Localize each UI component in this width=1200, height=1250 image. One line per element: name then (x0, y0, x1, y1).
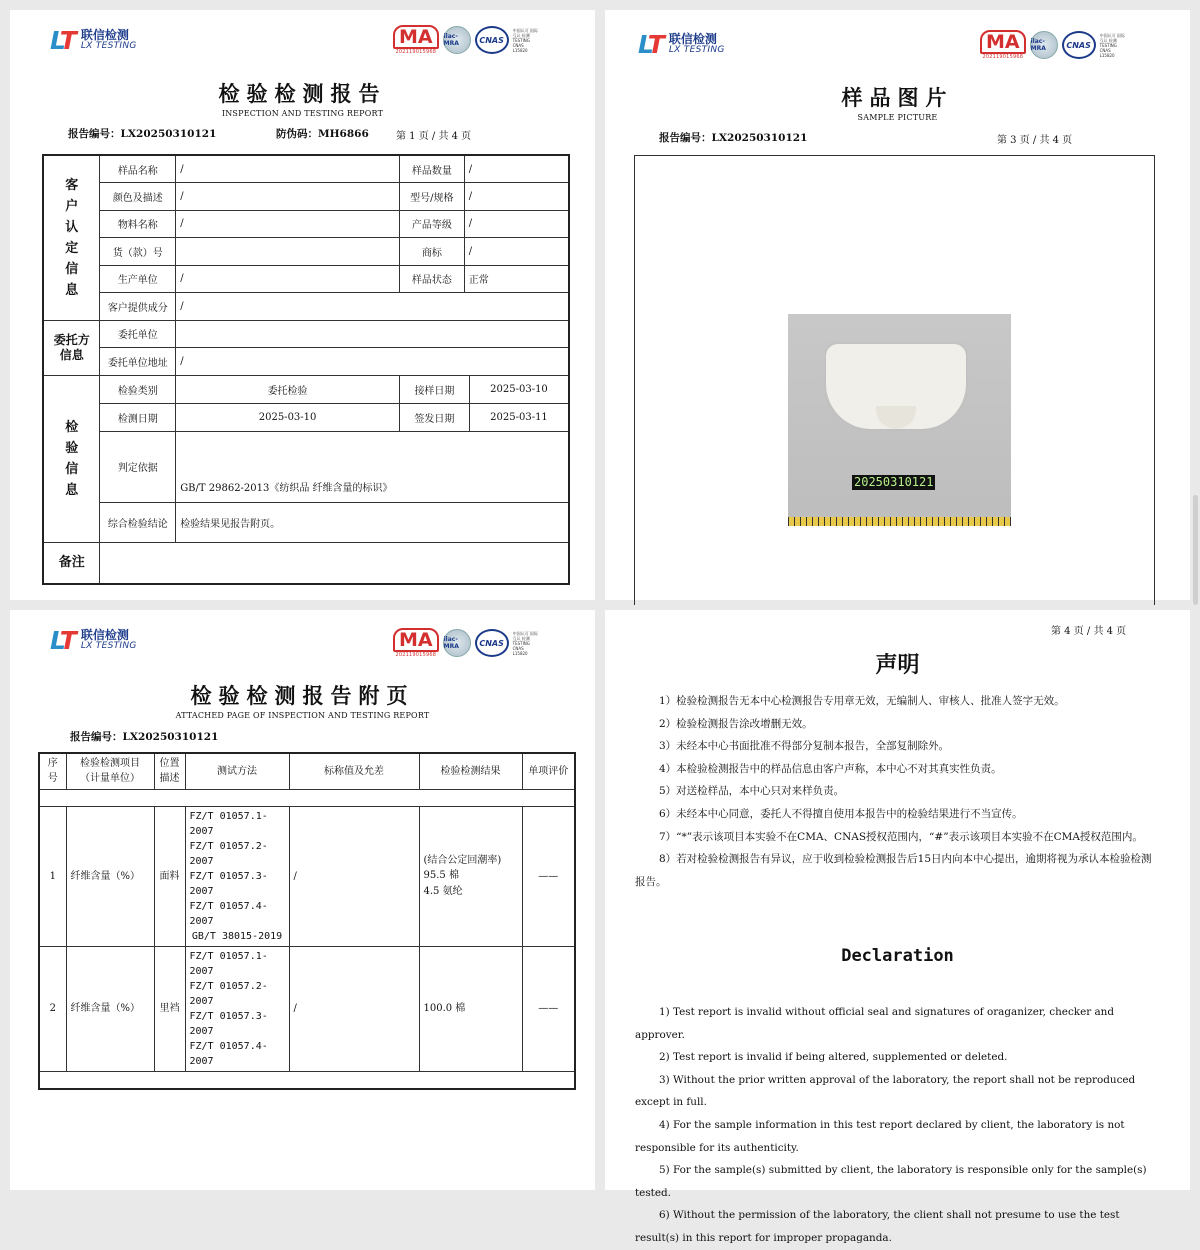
remark-value (100, 542, 569, 584)
table-row (43, 293, 569, 321)
title-en: ATTACHED PAGE OF INSPECTION AND TESTING REPORT (175, 711, 430, 720)
table-row (43, 542, 569, 584)
entrust-group-label: 委托方信息 (43, 320, 100, 375)
report-info-table (42, 154, 570, 585)
value-cell: / (464, 210, 569, 238)
value-cell: / (176, 293, 569, 321)
table-row (43, 502, 569, 542)
declaration-title-en: Declaration (841, 946, 954, 966)
report-page-4 (605, 610, 1190, 1244)
list-item: 3）未经本中心书面批准不得部分复制本报告，全部复制除外。 (659, 740, 950, 753)
title-cn: 检验检测报告 (218, 81, 387, 106)
ilac-logo-icon: ilac-MRA (443, 629, 471, 657)
label-cell: 型号/规格 (399, 183, 464, 211)
header-cell: 标称值及允差 (289, 753, 419, 789)
test-item: 纤维含量（%） (66, 946, 154, 1071)
table-row (43, 348, 569, 376)
label-cell: 商标 (399, 238, 464, 266)
evaluation: —— (522, 806, 575, 946)
table-row (43, 403, 569, 431)
list-item: 4) For the sample information in this test report declared by client, the laboratory is not responsible for its authenticity. (635, 1118, 1125, 1154)
list-item: 6）未经本中心同意，委托人不得擅自使用本报告中的检验结果进行不当宣传。 (659, 807, 1023, 820)
label-cell: 颜色及描述 (100, 183, 176, 211)
receive-date-cell: 接样日期 2025-03-10 (399, 375, 569, 403)
brand-name-cn: 联信检测 (80, 628, 129, 643)
label-cell: 综合检验结论 (100, 502, 176, 542)
page-info: 第 1 页 / 共 4 页 (396, 131, 472, 142)
list-item: 3) Without the prior written approval of the laboratory, the report shall not be reproduced except in full. (635, 1073, 1136, 1109)
client-group-label: 客户认定信息 (43, 155, 100, 320)
brand-mark-icon: LT (50, 626, 75, 655)
label-cell: 样品数量 (399, 155, 464, 183)
table-row (43, 210, 569, 238)
test-item: 纤维含量（%） (66, 806, 154, 946)
page-info: 第 4 页 / 共 4 页 (1051, 626, 1127, 637)
brand-logo (50, 28, 137, 53)
value-cell: / (176, 348, 569, 376)
table-row (39, 806, 575, 946)
brand-mark-icon: LT (50, 26, 75, 55)
brand-name-en: LX TESTING (80, 41, 137, 52)
label-cell: 委托单位 (100, 320, 176, 348)
test-methods: FZ/T 01057.1-2007 FZ/T 01057.2-2007 FZ/T 01057.3-2007 FZ/T 01057.4-2007 (185, 946, 289, 1071)
cnas-logo-icon: CNAS (475, 26, 509, 54)
table-row (43, 375, 569, 403)
test-result: (结合公定回潮率) 95.5 棉 4.5 氨纶 (419, 806, 522, 946)
report-number: 报告编号：LX20250310121 (70, 731, 219, 743)
label-cell: 检验类别 (100, 375, 176, 403)
value-cell: / (464, 238, 569, 266)
remark-label: 备注 (43, 542, 100, 584)
table-row (43, 320, 569, 348)
report-number: 报告编号：LX20250310121 (68, 128, 217, 140)
header-cell: 检验检测项目（计量单位） (66, 753, 154, 789)
title-en: INSPECTION AND TESTING REPORT (221, 109, 384, 118)
label-cell: 检测日期 (100, 403, 176, 431)
value-cell: 2025-03-10 (176, 403, 400, 431)
list-item: 7）“*”表示该项目本实验不在CMA、CNAS授权范围内，“#”表示该项目本实验不在CMA授权范围内。 (659, 830, 1143, 843)
spacer-row (39, 789, 575, 806)
report-page-1 (10, 10, 595, 600)
label-cell: 样品名称 (100, 155, 176, 183)
value-cell (176, 320, 569, 348)
value-cell: / (464, 183, 569, 211)
label-cell: 生产单位 (100, 265, 176, 293)
label-cell: 委托单位地址 (100, 348, 176, 376)
brand-logo (638, 32, 725, 57)
value-cell: / (464, 155, 569, 183)
list-item: 1）检验检测报告无本中心检测报告专用章无效，无编制人、审核人、批准人签字无效。 (659, 695, 1065, 707)
test-methods: FZ/T 01057.1-2007 FZ/T 01057.2-2007 FZ/T 01057.3-2007 FZ/T 01057.4-2007 GB/T 38015-2019 (185, 806, 289, 946)
row-number: 1 (39, 806, 66, 946)
results-table (38, 752, 576, 1090)
nominal-value: / (289, 806, 419, 946)
table-row (43, 155, 569, 183)
cert-logos (393, 628, 539, 658)
value-cell: / (176, 155, 400, 183)
brand-logo (50, 628, 137, 653)
list-item: 4）本检验检测报告中的样品信息由客户声称，本中心不对其真实性负责。 (659, 762, 1002, 775)
sample-tag: 20250310121 (854, 475, 934, 489)
cma-logo-icon: MA 202119015968 (393, 628, 439, 658)
label-cell: 货（款）号 (100, 238, 176, 266)
value-cell: / (176, 183, 400, 211)
table-row (43, 238, 569, 266)
title-cn: 样品图片 (841, 85, 954, 110)
value-cell (176, 238, 400, 266)
declaration-list-en (635, 1001, 1155, 1250)
title-cn: 检验检测报告附页 (190, 683, 415, 708)
sample-photo (788, 314, 1011, 526)
cnas-note: 中国认可 国际互认 检测 TESTING CNAS L15820 (512, 630, 538, 656)
value-cell: 委托检验 (176, 375, 400, 403)
value-cell: GB/T 29862-2013《纺织品 纤维含量的标识》 (176, 431, 569, 502)
issue-date-cell: 签发日期 2025-03-11 (399, 403, 569, 431)
label-cell: 样品状态 (399, 265, 464, 293)
brand-name-en: LX TESTING (80, 641, 137, 652)
header-cell: 位置描述 (154, 753, 185, 789)
brand-name-cn: 联信检测 (668, 32, 717, 47)
title-en: SAMPLE PICTURE (857, 113, 938, 122)
anti-fake-code: 防伪码：MH6866 (276, 128, 369, 140)
garment-image (826, 344, 966, 429)
page-title (10, 680, 595, 720)
report-number: 报告编号：LX20250310121 (659, 132, 808, 144)
value-cell: / (176, 210, 400, 238)
cert-logos (393, 25, 539, 55)
brand-mark-icon: LT (638, 30, 663, 59)
table-row (43, 431, 569, 502)
header-cell: 测试方法 (185, 753, 289, 789)
value-cell: / (176, 265, 400, 293)
table-row (43, 183, 569, 211)
value-cell: 正常 (464, 265, 569, 293)
list-item: 6) Without the permission of the laboratory, the client shall not presume to use the test result(s) in this report for improper propaganda. (635, 1209, 1120, 1244)
report-page-3 (605, 10, 1190, 600)
page-title (10, 78, 595, 118)
ruler-image (788, 517, 1011, 526)
cma-logo-icon: MA 202119015968 (980, 30, 1026, 60)
brand-name-en: LX TESTING (668, 45, 725, 56)
spacer-row (39, 1071, 575, 1089)
position: 里裆 (154, 946, 185, 1071)
cnas-note: 中国认可 国际互认 检测 TESTING CNAS L15820 (512, 27, 538, 53)
list-item: 2) Test report is invalid if being altered, supplemented or deleted. (659, 1051, 1008, 1064)
page-title (605, 82, 1190, 122)
evaluation: —— (522, 946, 575, 1071)
brand-name-cn: 联信检测 (80, 28, 129, 43)
declaration-title-cn: 声明 (875, 652, 920, 678)
header-cell: 单项评价 (522, 753, 575, 789)
declaration-list-cn (635, 690, 1155, 893)
report-page-2 (10, 610, 595, 1190)
nominal-value: / (289, 946, 419, 1071)
list-item: 5）对送检样品，本中心只对来样负责。 (659, 785, 845, 798)
label-cell: 产品等级 (399, 210, 464, 238)
list-item: 2）检验检测报告涂改增删无效。 (659, 717, 813, 730)
header-cell: 检验检测结果 (419, 753, 522, 789)
list-item: 1) Test report is invalid without official seal and signatures of oraganizer, checker and approver. (635, 1006, 1115, 1041)
cnas-logo-icon: CNAS (475, 629, 509, 657)
cert-logos (980, 30, 1126, 60)
label-cell: 判定依据 (100, 431, 176, 502)
test-result: 100.0 棉 (419, 946, 522, 1071)
row-number: 2 (39, 946, 66, 1071)
label-cell: 客户提供成分 (100, 293, 176, 321)
value-cell: 检验结果见报告附页。 (176, 502, 569, 542)
list-item: 8）若对检验检测报告有异议，应于收到检验检测报告后15日内向本中心提出，逾期将视为承认本检验检测报告。 (635, 853, 1152, 888)
position: 面料 (154, 806, 185, 946)
ilac-logo-icon: ilac-MRA (443, 26, 471, 54)
page-info: 第 3 页 / 共 4 页 (997, 135, 1073, 146)
header-cell: 序号 (39, 753, 66, 789)
label-cell: 物料名称 (100, 210, 176, 238)
table-row (43, 265, 569, 293)
cma-logo-icon: MA 202119015968 (393, 25, 439, 55)
scrollbar[interactable] (1193, 495, 1198, 605)
cnas-logo-icon: CNAS (1062, 31, 1096, 59)
cnas-note: 中国认可 国际互认 检测 TESTING CNAS L15820 (1099, 32, 1125, 58)
table-header-row (39, 753, 575, 789)
table-row (39, 946, 575, 1071)
list-item: 5) For the sample(s) submitted by client, the laboratory is responsible only for the sample(s) tested. (635, 1164, 1147, 1199)
inspect-group-label: 检验信息 (43, 375, 100, 542)
ilac-logo-icon: ilac-MRA (1030, 31, 1058, 59)
